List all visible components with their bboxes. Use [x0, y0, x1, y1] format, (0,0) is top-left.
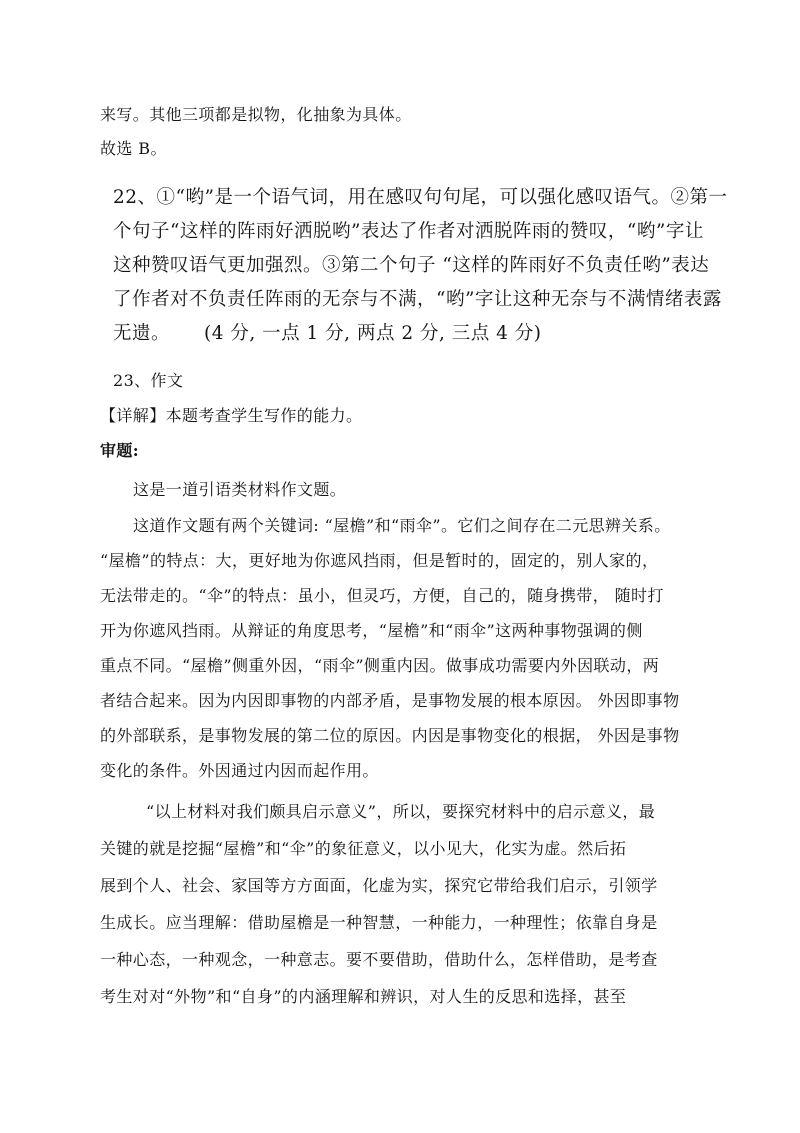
q22-line-3: 这种赞叹语气更加强烈。③第二个句子 “这样的阵雨好不负责任哟”表达 — [113, 255, 710, 276]
p2-line-7: 的外部联系，是事物发展的第二位的原因。内因是事物变化的根据， 外因是事物 — [100, 726, 680, 745]
q22-line-5 — [113, 321, 713, 347]
detail-label: 【详解】 — [100, 406, 166, 425]
q22-line-4: 了作者对不负责任阵雨的无奈与不满，“哟”字让这种无奈与不满情绪表露 — [113, 289, 722, 310]
p3-line-4: 生成长。应当理解：借助屋檐是一种智慧，一种能力，一种理性；依靠自身是 — [100, 913, 658, 932]
q22-line-2: 个句子“这样的阵雨好洒脱哟”表达了作者对洒脱阵雨的赞叹，“哟”字让 — [113, 221, 704, 242]
p2-line-3: 无法带走的。“伞”的特点：虽小，但灵巧，方便，自己的，随身携带， 随时打 — [100, 586, 664, 605]
p2-line-6: 者结合起来。因为内因即事物的内部矛盾，是事物发展的根本原因。 外因即事物 — [100, 691, 680, 710]
p3-line-3: 展到个人、社会、家国等方方面面，化虚为实，探究它带给我们启示，引领学 — [100, 876, 658, 895]
p2-line-4: 开为你遮风挡雨。从辩证的角度思考，“屋檐”和“雨伞”这两种事物强调的侧 — [100, 621, 643, 640]
p2-line-8: 变化的条件。外因通过内因而起作用。 — [100, 761, 379, 780]
p3-line-5: 一种心态，一种观念，一种意志。要不要借助，借助什么，怎样借助，是考查 — [100, 950, 658, 969]
p3-line-2: 关键的就是挖掘“屋檐”和“伞”的象征意义，以小见大，化实为虚。然后拓 — [100, 839, 627, 858]
p2-line-5: 重点不同。“屋檐”侧重外因，“雨伞”侧重内因。做事成功需要内外因联动，两 — [100, 656, 660, 675]
detail-text: 本题考查学生写作的能力。 — [165, 406, 363, 425]
q23-detail-line — [100, 405, 700, 427]
intro-line-2: 故选 B。 — [100, 139, 167, 158]
intro-line-1: 来写。其他三项都是拟物，化抽象为具体。 — [100, 105, 412, 124]
q23-title: 23、作文 — [113, 371, 184, 390]
review-heading: 审题: — [100, 441, 140, 460]
q22-line-5-text: 无遗。 — [113, 323, 171, 344]
q22-line-1: 22、①“哟”是一个语气词，用在感叹句句尾，可以强化感叹语气。②第一 — [113, 187, 728, 208]
p1-line-1: 这是一道引语类材料作文题。 — [133, 480, 347, 499]
q22-score-note: (4 分, 一点 1 分, 两点 2 分, 三点 4 分) — [204, 323, 542, 344]
p2-line-2: “屋檐”的特点：大，更好地为你遮风挡雨，但是暂时的，固定的，别人家的， — [100, 551, 659, 570]
p3-line-6: 考生对对“外物”和“自身”的内涵理解和辨识，对人生的反思和选择，甚至 — [100, 987, 627, 1006]
p2-line-1: 这道作文题有两个关键词: “屋檐”和“雨伞”。它们之间存在二元思辨关系。 — [133, 516, 671, 535]
p3-line-1: “以上材料对我们颇具启示意义”，所以，要探究材料中的启示意义，最 — [146, 802, 656, 821]
